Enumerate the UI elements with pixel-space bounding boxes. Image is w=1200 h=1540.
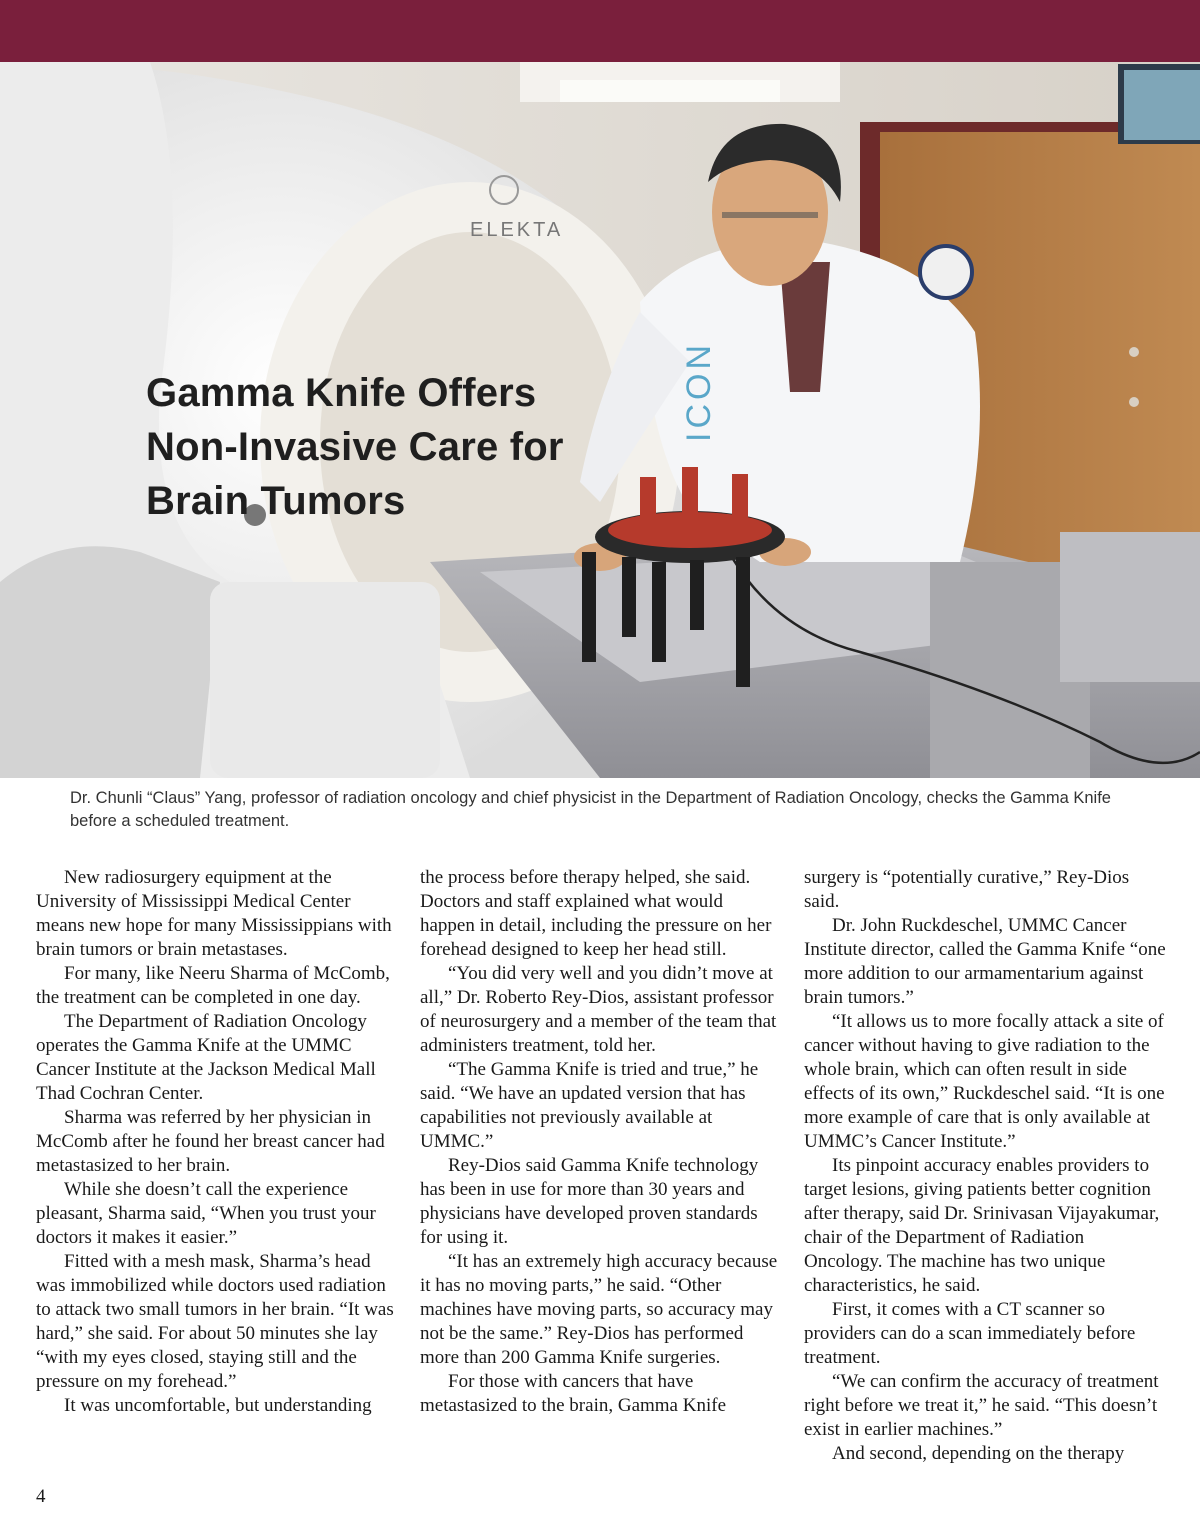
paragraph: While she doesn’t call the experience pleasant, Sharma said, “When you trust your doctors it makes it easier.” [36, 1179, 376, 1248]
paragraph: “It allows us to more focally attack a site of cancer without having to give radiation to the whole brain, which can often result in side effects of its own,” Ruckdeschel said. “It is one more example of care that is only available at UMMC’s Cancer Institute.” [804, 1011, 1165, 1152]
machine-side-label: ICON [680, 341, 718, 442]
article-column-3 [804, 866, 1166, 1466]
paragraph: For many, like Neeru Sharma of McComb, the treatment can be completed in one day. [36, 963, 390, 1008]
paragraph: Rey-Dios said Gamma Knife technology has been in use for more than 30 years and physicians have developed proven standards for using it. [420, 1155, 759, 1248]
paragraph: Sharma was referred by her physician in McComb after he found her breast cancer had metastasized to her brain. [36, 1107, 385, 1176]
paragraph: “We can confirm the accuracy of treatment right before we treat it,” he said. “This doesn’t exist in earlier machines.” [804, 1371, 1159, 1440]
page-number: 4 [36, 1486, 46, 1507]
paragraph: First, it comes with a CT scanner so providers can do a scan immediately before treatment. [804, 1299, 1136, 1368]
paragraph: surgery is “potentially curative,” Rey-Dios said. [804, 867, 1130, 912]
photo-caption: Dr. Chunli “Claus” Yang, professor of radiation oncology and chief physicist in the Department of Radiation Oncology, checks the Gamma Knife before a scheduled treatment. [70, 789, 1111, 830]
paragraph: And second, depending on the therapy [832, 1443, 1125, 1464]
paragraph: “It has an extremely high accuracy because it has no moving parts,” he said. “Other machines have moving parts, so accuracy may not be the same.” Rey-Dios has performed more than 200 Gamma Knife surgeries. [420, 1251, 778, 1368]
page-title: Gamma Knife Offers Non-Invasive Care for Brain Tumors [146, 371, 564, 523]
top-banner [0, 0, 1200, 62]
paragraph: Dr. John Ruckdeschel, UMMC Cancer Institute director, called the Gamma Knife “one more addition to our armamentarium against brain tumors.” [804, 915, 1166, 1008]
paragraph: The Department of Radiation Oncology operates the Gamma Knife at the UMMC Cancer Institute at the Jackson Medical Mall Thad Cochran Center. [36, 1011, 376, 1104]
paragraph: the process before therapy helped, she said. Doctors and staff explained what would happen in detail, including the pressure on her forehead designed to keep her head still. [420, 867, 772, 960]
article-column-1 [36, 866, 398, 1418]
paragraph: Fitted with a mesh mask, Sharma’s head was immobilized while doctors used radiation to attack two small tumors in her brain. “It was hard,” she said. For about 50 minutes she lay “with my eyes closed, staying still and the pressure on my forehead.” [36, 1251, 394, 1392]
paragraph: New radiosurgery equipment at the University of Mississippi Medical Center means new hope for many Mississippians with brain tumors or brain metastases. [36, 867, 392, 960]
paragraph: “The Gamma Knife is tried and true,” he said. “We have an updated version that has capabilities not previously available at UMMC.” [420, 1059, 759, 1152]
article-column-2 [420, 866, 782, 1418]
paragraph: It was uncomfortable, but understanding [64, 1395, 372, 1416]
paragraph: Its pinpoint accuracy enables providers to target lesions, giving patients better cognition after therapy, said Dr. Srinivasan Vijayakumar, chair of the Department of Radiation Oncology. The machine has two unique characteristics, he said. [804, 1155, 1160, 1296]
paragraph: For those with cancers that have metastasized to the brain, Gamma Knife [420, 1371, 727, 1416]
paragraph: “You did very well and you didn’t move at all,” Dr. Roberto Rey-Dios, assistant professor of neurosurgery and a member of the team that administers treatment, told her. [420, 963, 777, 1056]
machine-brand-label: ELEKTA [470, 219, 564, 241]
feature-photo [0, 62, 1200, 778]
